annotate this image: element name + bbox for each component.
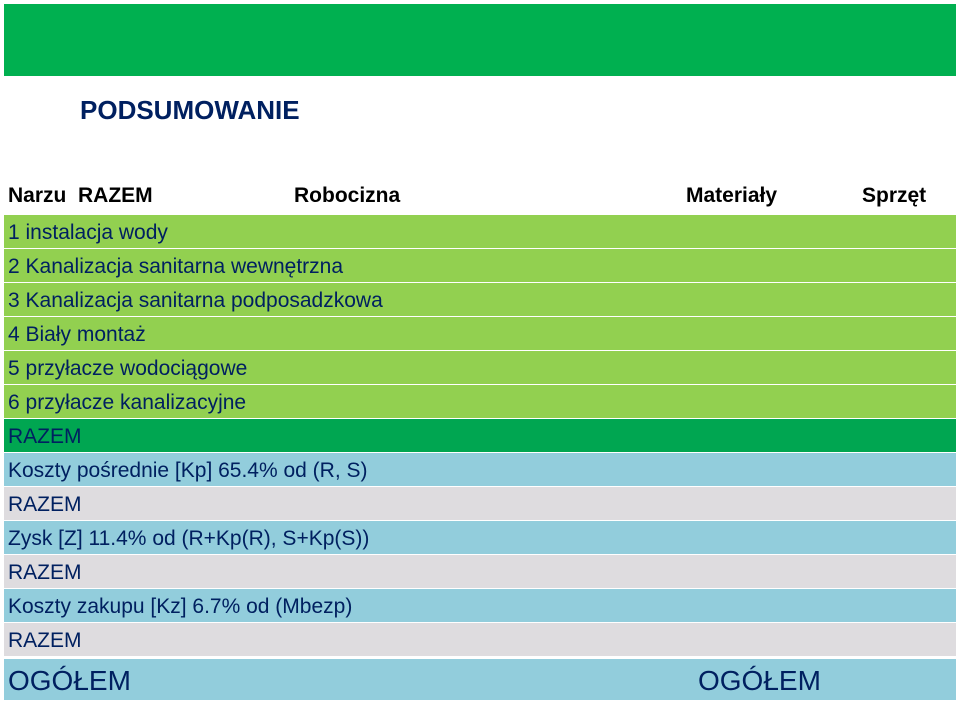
razem-row: [4, 555, 956, 588]
row-label: RAZEM: [8, 425, 82, 448]
grand-total-label: OGÓŁEM: [8, 665, 131, 696]
grand-total-label-right: OGÓŁEM: [698, 665, 821, 696]
row-label: 1 instalacja wody: [8, 221, 168, 244]
razem-row: [4, 419, 956, 452]
row-label: 2 Kanalizacja sanitarna wewnętrzna: [8, 255, 344, 278]
row-label: 4 Biały montaż: [8, 323, 146, 346]
grand-total-row: [4, 659, 956, 700]
table-row: [4, 283, 956, 316]
indirect-costs-row: [4, 453, 956, 486]
column-header-robocizna: Robocizna: [294, 184, 401, 207]
column-header-sprzet: Sprzęt: [862, 184, 927, 207]
row-label: 6 przyłacze kanalizacyjne: [8, 391, 247, 414]
column-header-narzut: Narzu: [8, 184, 67, 207]
table-row: [4, 385, 956, 418]
profit-row: [4, 521, 956, 554]
page-title: PODSUMOWANIE: [80, 95, 300, 125]
row-label: RAZEM: [8, 629, 82, 652]
row-label: 5 przyłacze wodociągowe: [8, 357, 248, 380]
table-row: [4, 215, 956, 248]
row-label: Koszty pośrednie [Kp] 65.4% od (R, S): [8, 459, 368, 482]
top-header-bar: [4, 4, 956, 76]
row-label: RAZEM: [8, 493, 82, 516]
row-label: Koszty zakupu [Kz] 6.7% od (Mbezp): [8, 595, 353, 618]
column-header-materialy: Materiały: [686, 184, 778, 207]
razem-row: [4, 487, 956, 520]
column-header-razem: RAZEM: [78, 184, 153, 207]
purchase-costs-row: [4, 589, 956, 622]
row-label: 3 Kanalizacja sanitarna podposadzkowa: [8, 289, 383, 312]
razem-row: [4, 623, 956, 656]
row-label: Zysk [Z] 11.4% od (R+Kp(R), S+Kp(S)): [8, 527, 370, 550]
table-row: [4, 351, 956, 384]
table-row: [4, 249, 956, 282]
table-row: [4, 317, 956, 350]
row-label: RAZEM: [8, 561, 82, 584]
